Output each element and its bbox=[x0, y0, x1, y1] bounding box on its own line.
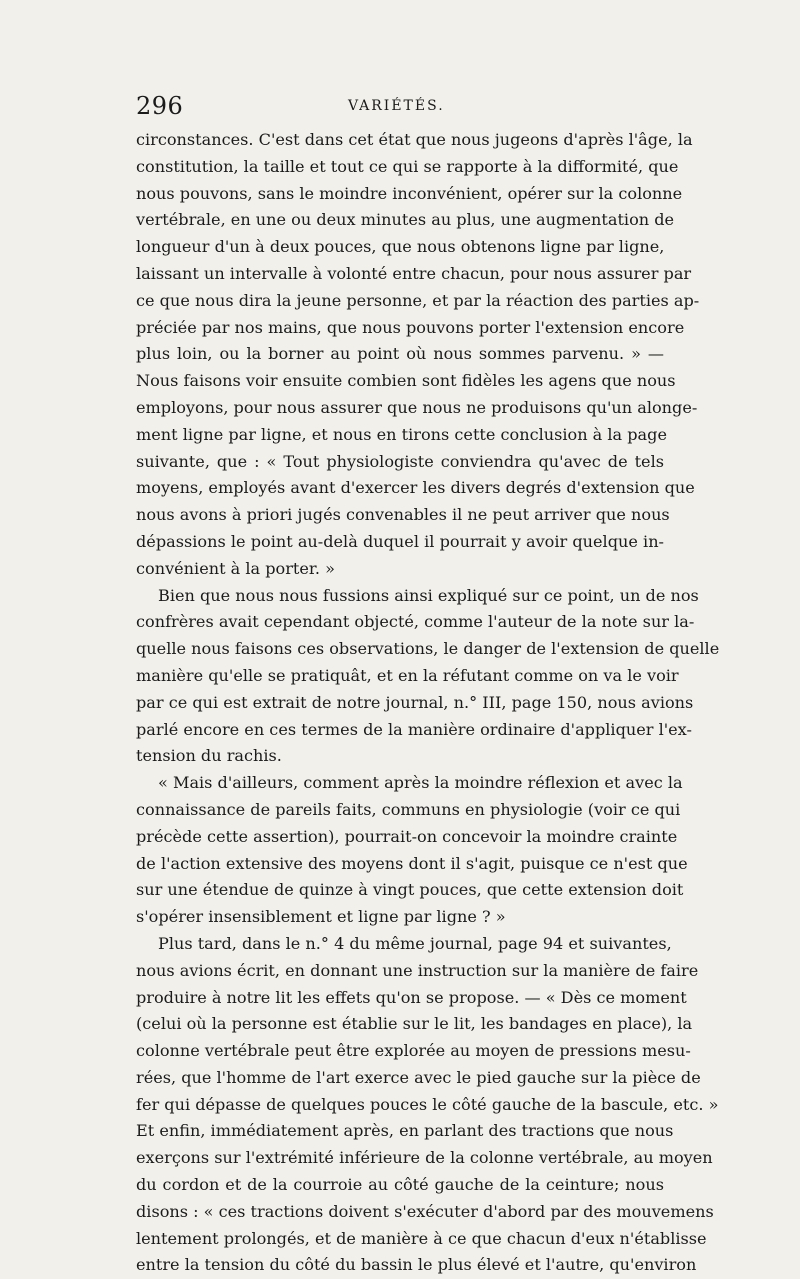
text-line: Nous faisons voir ensuite combien sont fidèles les agens que nous bbox=[136, 371, 676, 391]
text-line: s'opérer insensiblement et ligne par ligne ? » bbox=[136, 907, 506, 927]
text-line: vertébrale, en une ou deux minutes au plus, une augmentation de bbox=[136, 210, 675, 230]
text-line: moyens, employés avant d'exercer les divers degrés d'extension que bbox=[136, 478, 695, 498]
text-line: laissant un intervalle à volonté entre chacun, pour nous assurer par bbox=[136, 263, 692, 283]
text-line: entre la tension du côté du bassin le plus élevé et l'autre, qu'environ bbox=[136, 1255, 697, 1275]
text-line: colonne vertébrale peut être explorée au moyen de pressions mesu- bbox=[136, 1041, 691, 1061]
text-line: plus loin, ou la borner au point où nous sommes parvenu. » — bbox=[136, 344, 664, 364]
text-line: nous pouvons, sans le moindre inconvénient, opérer sur la colonne bbox=[136, 183, 683, 203]
text-line: dépassions le point au-delà duquel il pourrait y avoir quelque in- bbox=[136, 531, 664, 551]
text-line: ce que nous dira la jeune personne, et par la réaction des parties ap- bbox=[136, 290, 700, 310]
running-title: VARIÉTÉS. bbox=[348, 98, 445, 114]
text-line: Et enfin, immédiatement après, en parlant des tractions que nous bbox=[136, 1121, 674, 1141]
text-line: nous avions écrit, en donnant une instruction sur la manière de faire bbox=[136, 960, 699, 980]
text-line: parlé encore en ces termes de la manière ordinaire d'appliquer l'ex- bbox=[136, 719, 692, 739]
text-line: lentement prolongés, et de manière à ce que chacun d'eux n'établisse bbox=[136, 1228, 707, 1248]
text-line: par ce qui est extrait de notre journal, n.° III, page 150, nous avions bbox=[136, 692, 694, 712]
text-line: manière qu'elle se pratiquât, et en la réfutant comme on va le voir bbox=[136, 665, 679, 685]
text-line: Bien que nous nous fussions ainsi expliqué sur ce point, un de nos bbox=[158, 585, 699, 605]
text-line: exerçons sur l'extrémité inférieure de la colonne vertébrale, au moyen bbox=[136, 1148, 713, 1168]
text-line: suivante, que : « Tout physiologiste conviendra qu'avec de tels bbox=[136, 451, 664, 471]
page-header bbox=[136, 92, 666, 122]
text-line: de l'action extensive des moyens dont il s'agit, puisque ce n'est que bbox=[136, 853, 688, 873]
text-line: produire à notre lit les effets qu'on se propose. — « Dès ce moment bbox=[136, 987, 687, 1007]
text-line: longueur d'un à deux pouces, que nous obtenons ligne par ligne, bbox=[136, 237, 665, 257]
text-line: ment ligne par ligne, et nous en tirons cette conclusion à la page bbox=[136, 424, 667, 444]
text-line: du cordon et de la courroie au côté gauche de la ceinture; nous bbox=[136, 1175, 664, 1195]
text-line: employons, pour nous assurer que nous ne produisons qu'un alonge- bbox=[136, 397, 698, 417]
text-line: tension du rachis. bbox=[136, 746, 282, 766]
body-text bbox=[136, 127, 720, 1279]
page-number: 296 bbox=[136, 92, 184, 120]
text-line: quelle nous faisons ces observations, le danger de l'extension de quelle bbox=[136, 639, 720, 659]
text-line: circonstances. C'est dans cet état que nous jugeons d'après l'âge, la bbox=[136, 130, 693, 149]
text-line: constitution, la taille et tout ce qui se rapporte à la difformité, que bbox=[136, 156, 679, 176]
text-line: précède cette assertion), pourrait-on concevoir la moindre crainte bbox=[136, 826, 678, 846]
text-line: confrères avait cependant objecté, comme l'auteur de la note sur la- bbox=[136, 612, 695, 632]
text-line: disons : « ces tractions doivent s'exécuter d'abord par des mouvemens bbox=[136, 1201, 714, 1221]
text-line: fer qui dépasse de quelques pouces le côté gauche de la bascule, etc. » bbox=[136, 1094, 719, 1114]
text-line: sur une étendue de quinze à vingt pouces, que cette extension doit bbox=[136, 880, 684, 900]
text-line: (celui où la personne est établie sur le lit, les bandages en place), la bbox=[136, 1014, 693, 1034]
text-line: « Mais d'ailleurs, comment après la moindre réflexion et avec la bbox=[158, 773, 683, 793]
text-line: rées, que l'homme de l'art exerce avec le pied gauche sur la pièce de bbox=[136, 1067, 701, 1087]
text-line: Plus tard, dans le n.° 4 du même journal, page 94 et suivantes, bbox=[158, 933, 672, 953]
text-line: convénient à la porter. » bbox=[136, 558, 335, 578]
text-line: connaissance de pareils faits, communs en physiologie (voir ce qui bbox=[136, 799, 681, 819]
text-line: nous avons à priori jugés convenables il ne peut arriver que nous bbox=[136, 505, 670, 525]
text-line: préciée par nos mains, que nous pouvons porter l'extension encore bbox=[136, 317, 685, 337]
